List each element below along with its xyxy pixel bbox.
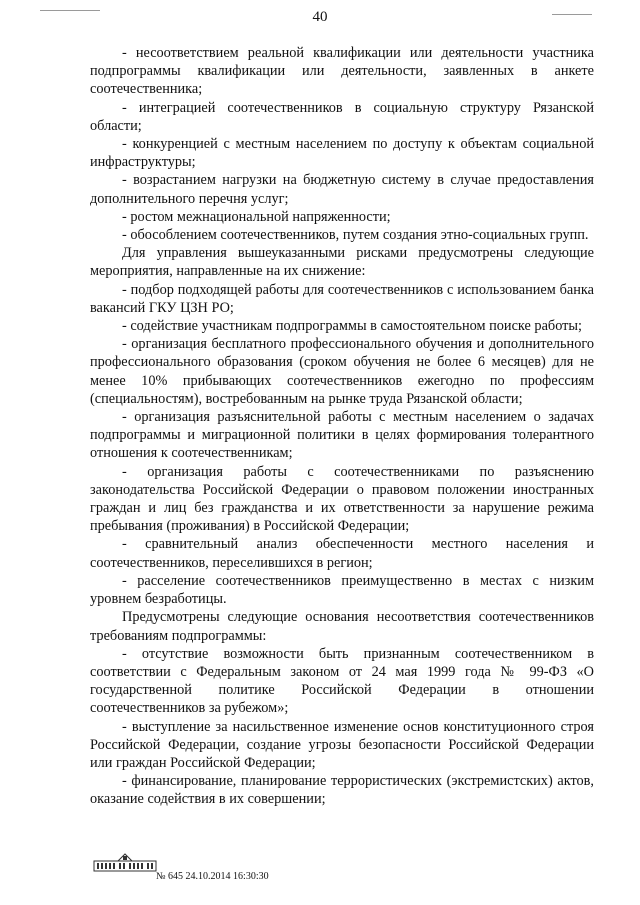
paragraph: - выступление за насильственное изменение основ конституционного строя Российской Федерации, создание угрозы безопасности Российской Федерации или граждан Российской Федерации; bbox=[90, 718, 594, 771]
paragraph: - финансирование, планирование террористических (экстремистских) актов, оказание содействия в их совершении; bbox=[90, 773, 594, 808]
paragraph: - обособлением соотечественников, путем создания этно-социальных групп. bbox=[122, 227, 589, 244]
document-registration-info: № 645 24.10.2014 16:30:30 bbox=[156, 871, 269, 882]
paragraph: - возрастанием нагрузки на бюджетную систему в случае предоставления дополнительного перечня услуг; bbox=[90, 172, 594, 207]
page-number: 40 bbox=[312, 9, 328, 25]
paragraph: - несоответствием реальной квалификации или деятельности участника подпрограммы квалификации или деятельности, заявленных в анкете соотечественника; bbox=[90, 45, 594, 98]
paragraph: - организация бесплатного профессионального обучения и дополнительного профессионального образования (сроком обучения не более 6 месяцев) для не менее 10% прибывающих соотечественников ежегодно по профессиям (специальностям), востребованным на рынке труда Рязанской области; bbox=[90, 336, 594, 407]
paragraph: Предусмотрены следующие основания несоответствия соотечественников требованиям подпрограммы: bbox=[90, 609, 594, 644]
paragraph: - подбор подходящей работы для соотечественников с использованием банка вакансий ГКУ ЦЗН РО; bbox=[90, 281, 594, 316]
paragraph: - организация разъяснительной работы с местным населением о задачах подпрограммы и миграционной политики в целях формирования толерантного отношения к соотечественникам; bbox=[90, 409, 594, 462]
document-body bbox=[90, 44, 594, 809]
paragraph: - организация работы с соотечественниками по разъяснению законодательства Российской Федерации о правовом положении иностранных граждан и лиц без гражданства и их ответственности за нарушение режима пребывания (проживания) в Российской Федерации; bbox=[90, 463, 594, 535]
paragraph: - сравнительный анализ обеспеченности местного населения и соотечественников, переселившихся в регион; bbox=[90, 536, 594, 571]
paragraph: - конкуренцией с местным населением по доступу к объектам социальной инфраструктуры; bbox=[90, 136, 594, 171]
registry-stamp-icon bbox=[92, 852, 158, 872]
paragraph: Для управления вышеуказанными рисками предусмотрены следующие мероприятия, направленные на их снижение: bbox=[90, 245, 594, 280]
paragraph: - отсутствие возможности быть признанным соотечественником в соответствии с Федеральным законом от 24 мая 1999 года № 99-ФЗ «О государственной политике Российской Федерации в отношении соотечественников за рубежом»; bbox=[90, 645, 594, 717]
paragraph: - содействие участникам подпрограммы в самостоятельном поиске работы; bbox=[122, 318, 582, 335]
paragraph: - расселение соотечественников преимущественно в местах с низким уровнем безработицы. bbox=[90, 572, 594, 608]
paragraph: - ростом межнациональной напряженности; bbox=[122, 208, 391, 225]
paragraph: - интеграцией соотечественников в социальную структуру Рязанской области; bbox=[90, 99, 594, 134]
